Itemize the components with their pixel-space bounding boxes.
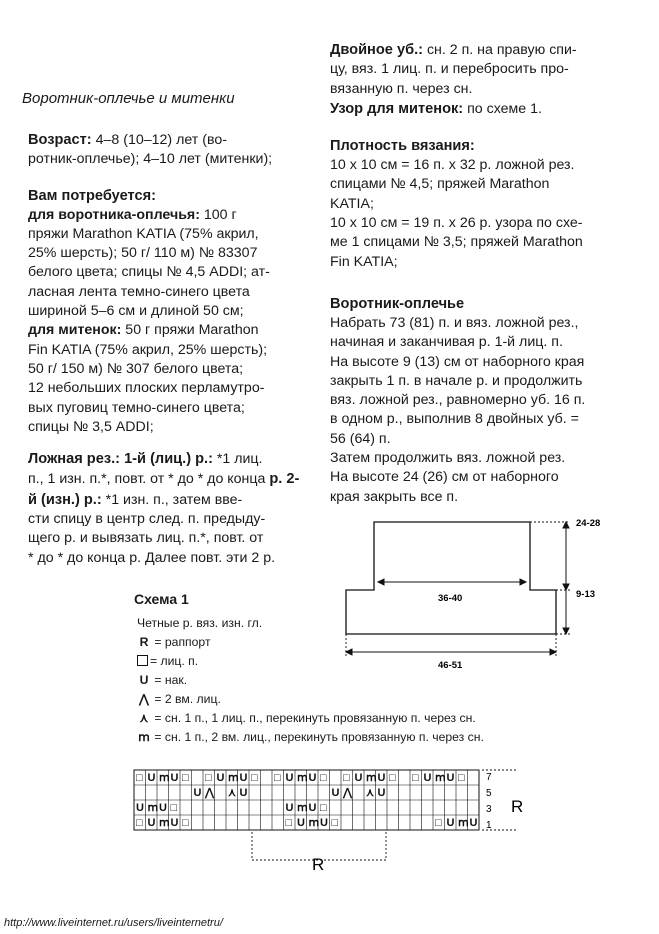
legend-text: = лиц. п. xyxy=(150,654,199,668)
scheme-title: Схема 1 xyxy=(134,591,189,607)
double-dec-line-1: сн. 2 п. на правую спи- xyxy=(423,42,577,58)
chart-stitch-symbol: U xyxy=(285,772,294,784)
chart-stitch-symbol: □ xyxy=(435,817,442,829)
double-dec-label: Двойное уб.: xyxy=(330,42,424,58)
chart-stitch-symbol: ⅿ xyxy=(297,772,308,784)
row-num-5: 5 xyxy=(486,788,492,799)
rapport-bottom-label: R xyxy=(312,855,325,874)
legend-item xyxy=(137,633,557,652)
collar-line-2: 25% шерсть); 50 г/ 110 м) № 83307 xyxy=(28,245,258,262)
chart-stitch-symbol: ⋏ xyxy=(366,787,375,799)
materials-header: Вам потребуется: xyxy=(28,187,156,204)
chart-stitch-symbol: U xyxy=(297,817,305,829)
age-block xyxy=(28,130,300,170)
chart-stitch-symbol: U xyxy=(285,802,294,814)
chart-stitch-symbol: □ xyxy=(136,817,143,829)
false-rib-label: Ложная рез.: 1-й (лиц.) р.: xyxy=(28,451,213,468)
collar-instr-2: На высоте 9 (13) см от наборного края xyxy=(330,353,585,370)
chart-stitch-symbol: ⅿ xyxy=(308,817,320,829)
chart-stitch-symbol: U xyxy=(170,772,179,784)
chart-stitch-symbol: U xyxy=(239,787,248,799)
collar-line-5: шириной 5–6 см и длиной 50 см; xyxy=(28,303,244,320)
double-dec-line-2: цу, вяз. 1 лиц. п. и перебросить про- xyxy=(330,61,569,78)
mitts-line-2: 50 г/ 150 м) № 307 белого цвета; xyxy=(28,360,244,377)
chart-stitch-symbol: □ xyxy=(412,772,419,784)
collar-materials-label: для воротника-оплечья: xyxy=(28,206,200,223)
mitts-pattern-label: Узор для митенок: xyxy=(330,100,464,117)
chart-stitch-symbol: U xyxy=(159,802,167,814)
gauge-line-3: 10 х 10 см = 19 п. х 26 р. узора по схе- xyxy=(330,215,583,232)
right-column xyxy=(330,40,612,507)
dim-mid: 36-40 xyxy=(438,593,463,604)
dim-bottom: 46-51 xyxy=(438,660,463,671)
chart-stitch-symbol: U xyxy=(136,802,144,814)
gauge-line-5: Fin KATIA; xyxy=(330,253,398,270)
chart-stitch-symbol: U xyxy=(308,772,317,784)
legend-item xyxy=(137,709,557,728)
legend-item xyxy=(137,728,557,747)
mitts-line-4: вых пуговиц темно-синего цвета; xyxy=(28,399,245,416)
legend-text: = раппорт xyxy=(154,635,211,649)
age-line-2: ротник-оплечье); 4–10 лет (митенки); xyxy=(28,151,273,168)
legend-text: = сн. 1 п., 2 вм. лиц., перекинуть провязанную п. через сн. xyxy=(154,730,484,744)
stitch-chart xyxy=(130,766,550,876)
chart-stitch-symbol: ⅿ xyxy=(435,772,446,784)
dim-side: 9-13 xyxy=(576,589,596,600)
legend-item xyxy=(137,690,557,709)
gauge-block xyxy=(330,156,612,272)
page-title: Воротник-оплечье и митенки xyxy=(22,90,235,107)
row-num-7: 7 xyxy=(486,772,492,783)
chart-stitch-symbol: □ xyxy=(320,802,327,814)
mitts-line-0: 50 г пряжи Marathon xyxy=(121,322,259,339)
mitts-line-5: спицы № 3,5 ADDI; xyxy=(28,418,154,435)
age-line-1: 4–8 (10–12) лет (во- xyxy=(95,132,227,148)
false-rib-line-1: *1 лиц. xyxy=(212,451,263,468)
chart-stitch-symbol: □ xyxy=(170,802,178,814)
chart-stitch-symbol: □ xyxy=(182,817,189,829)
chart-stitch-symbol: ⅿ xyxy=(147,802,159,814)
collar-instr-6: 56 (64) п. xyxy=(330,430,391,447)
chart-stitch-symbol: □ xyxy=(136,772,143,784)
collar-instr-0: Набрать 73 (81) п. и вяз. ложной рез., xyxy=(330,314,579,331)
false-rib-line-6: * до * до конца р. Далее повт. эти 2 р. xyxy=(28,549,276,566)
gauge-line-0: 10 х 10 см = 16 п. х 32 р. ложной рез. xyxy=(330,157,575,174)
chart-stitch-symbol: U xyxy=(216,772,225,784)
skpo-icon: ⋏ xyxy=(139,711,149,725)
chart-stitch-symbol: □ xyxy=(458,772,465,784)
legend-text: = нак. xyxy=(154,673,188,687)
footer-url: http://www.liveinternet.ru/users/liveinternetru/ xyxy=(4,917,223,929)
left-column xyxy=(28,130,300,568)
collar-block xyxy=(330,314,612,507)
chart-stitch-symbol: U xyxy=(147,772,156,784)
dim-top: 24-28 xyxy=(576,518,601,529)
chart-stitch-symbol: U xyxy=(377,787,386,799)
false-rib-line-3: *1 изн. п., затем вве- xyxy=(101,491,243,508)
chart-stitch-symbol: U xyxy=(170,817,179,829)
chart-stitch-symbol: □ xyxy=(274,772,281,784)
collar-line-4: ласная лента темно-синего цвета xyxy=(28,283,250,300)
chart-stitch-symbol: ⋏ xyxy=(228,787,237,799)
materials-block xyxy=(28,206,300,438)
collar-instr-5: в одном р., выполнив 8 двойных уб. = xyxy=(330,411,579,428)
legend-item xyxy=(137,671,557,690)
scheme-legend xyxy=(137,614,557,747)
gauge-line-4: ме 1 спицами № 3,5; пряжей Marathon xyxy=(330,234,583,251)
yarn-over-icon: U xyxy=(139,673,149,687)
collar-header: Воротник-оплечье xyxy=(330,295,465,312)
rapport-side-label: R xyxy=(511,797,524,816)
chart-stitch-symbol: ⅿ xyxy=(366,772,377,784)
chart-stitch-symbol: U xyxy=(320,817,328,829)
chart-stitch-symbol: U xyxy=(446,817,455,829)
double-dec-block xyxy=(330,40,612,119)
legend-text: = сн. 1 п., 1 лиц. п., перекинуть провязанную п. через сн. xyxy=(154,711,476,725)
gauge-line-1: спицами № 4,5; пряжей Marathon xyxy=(330,176,550,193)
legend-item xyxy=(137,614,557,633)
false-rib-line-2: п., 1 изн. п.*, повт. от * до * до конца xyxy=(28,471,266,488)
collar-instr-1: начиная и заканчивая р. 1-й лиц. п. xyxy=(330,334,563,351)
row-num-1: 1 xyxy=(486,820,492,831)
chart-stitch-symbol: ⅿ xyxy=(458,817,469,829)
chart-stitch-symbol: U xyxy=(446,772,455,784)
collar-instr-4: вяз. ложной рез., равномерно уб. 16 п. xyxy=(330,392,586,409)
collar-instr-3: закрыть 1 п. в начале р. и продолжить xyxy=(330,372,583,389)
sk2po-icon: ⅿ xyxy=(138,730,150,744)
mitts-line-1: Fin KATIA (75% акрил, 25% шерсть); xyxy=(28,341,268,358)
chart-stitch-symbol: U xyxy=(423,772,432,784)
collar-instr-9: края закрыть все п. xyxy=(330,488,459,505)
chart-stitch-symbol: □ xyxy=(389,772,396,784)
chart-stitch-symbol: ⅿ xyxy=(159,772,170,784)
collar-line-0: 100 г xyxy=(199,206,237,223)
false-rib-block xyxy=(28,449,300,568)
chart-stitch-symbol: □ xyxy=(182,772,189,784)
chart-stitch-symbol: □ xyxy=(251,772,258,784)
row-num-3: 3 xyxy=(486,804,492,815)
chart-stitch-symbol: □ xyxy=(343,772,350,784)
legend-text: = 2 вм. лиц. xyxy=(154,692,221,706)
collar-instr-7: Затем продолжить вяз. ложной рез. xyxy=(330,450,566,467)
chart-stitch-symbol: U xyxy=(308,802,317,814)
gauge-header: Плотность вязания: xyxy=(330,138,475,155)
double-dec-line-3: вязанную п. через сн. xyxy=(330,80,473,97)
chart-stitch-symbol: U xyxy=(331,787,340,799)
chart-stitch-symbol: ⅿ xyxy=(228,772,239,784)
mitts-materials-label: для митенок: xyxy=(28,322,122,339)
false-rib-line-4: сти спицу в центр след. п. предыду- xyxy=(28,511,266,528)
chart-stitch-symbol: □ xyxy=(205,772,212,784)
chart-stitch-symbol: □ xyxy=(331,817,339,829)
chart-stitch-symbol: ⋀ xyxy=(205,787,215,799)
chart-stitch-symbol: ⋀ xyxy=(343,787,353,799)
mitts-line-3: 12 небольших плоских перламутро- xyxy=(28,380,265,397)
false-rib-label-2: р. 2-й (изн.) р.: xyxy=(28,471,300,508)
chart-stitch-symbol: ⅿ xyxy=(297,802,308,814)
legend-item xyxy=(137,652,557,671)
collar-line-1: пряжи Marathon KATIA (75% акрил, xyxy=(28,225,259,242)
collar-instr-8: На высоте 24 (26) см от наборного xyxy=(330,469,559,486)
collar-line-3: белого цвета; спицы № 4,5 ADDI; ат- xyxy=(28,264,270,281)
mitts-pattern-text: по схеме 1. xyxy=(463,100,542,117)
false-rib-line-5: щего р. и вывязать лиц. п.*, повт. от xyxy=(28,530,264,547)
legend-text: Четные р. вяз. изн. гл. xyxy=(137,616,263,630)
chart-stitch-symbol: U xyxy=(239,772,248,784)
age-label: Возраст: xyxy=(28,132,92,148)
knit-stitch-icon xyxy=(137,655,148,666)
chart-stitch-symbol: U xyxy=(354,772,363,784)
chart-stitch-symbol: U xyxy=(193,787,202,799)
rapport-symbol: R xyxy=(139,635,149,649)
chart-stitch-symbol: ⅿ xyxy=(159,817,170,829)
gauge-line-2: KATIA; xyxy=(330,195,374,212)
chart-stitch-symbol: U xyxy=(147,817,156,829)
chart-stitch-symbol: □ xyxy=(285,817,293,829)
k2tog-icon: ⋀ xyxy=(139,692,149,706)
chart-stitch-symbol: □ xyxy=(320,772,327,784)
chart-stitch-symbol: U xyxy=(377,772,386,784)
chart-stitch-symbol: U xyxy=(469,817,478,829)
